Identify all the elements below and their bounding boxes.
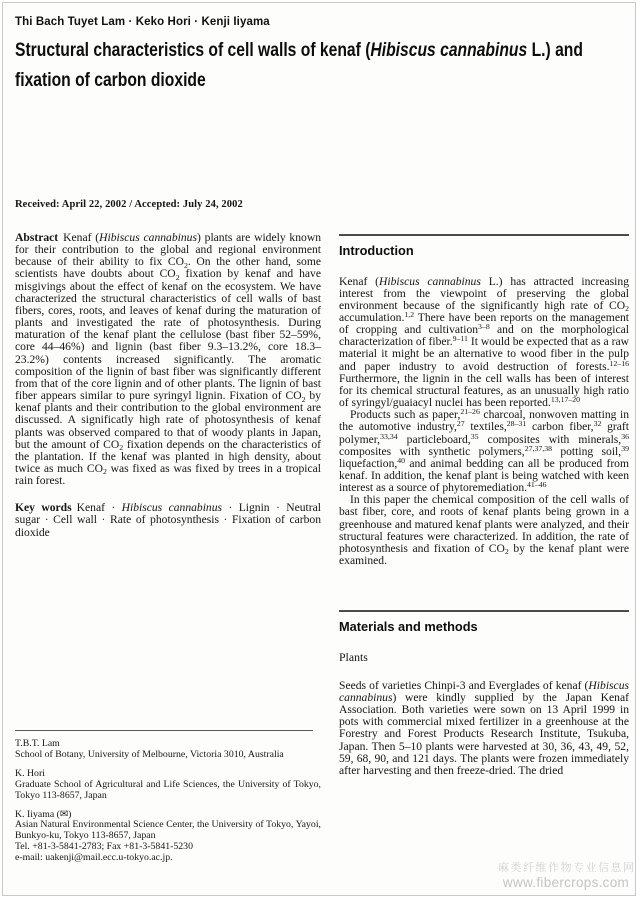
abstract-label: Abstract bbox=[15, 231, 59, 244]
intro-paragraph-3: In this paper the chemical composition of the cell walls of bast fiber, core, and roots of kenaf plants being grown in a greenhouse and matured kenaf plants were analyzed, and their structural features were characterized. In addition, the rate of photosynthesis and fixation of $CO_2$ by the kenaf plant were examined. bbox=[339, 493, 629, 568]
materials-section bbox=[339, 610, 629, 777]
subsection-plants: Plants bbox=[339, 649, 368, 664]
keywords-paragraph bbox=[15, 502, 321, 538]
footnote-entry-hori bbox=[15, 769, 321, 802]
plants-paragraph: Seeds of varieties Chinpi-3 and Everglades of kenaf (Hibiscus cannabinus) were kindly supplied by the Japan Kenaf Association. Both varieties were sown on 13 April 1999 in pots with commercial mixed fertilizer in a greenhouse at the Forestry and Forest Products Research Institute, Tsukuba, Japan. Then 5–10 plants were harvested at 30, 36, 43, 49, 52, 59, 68, 90, and 121 days. The plants were frozen immediately after harvesting and then freeze-dried. The dried bbox=[339, 678, 629, 777]
authors-line: Thi Bach Tuyet Lam · Keko Hori · Kenji Iiyama bbox=[15, 16, 270, 28]
section-heading-materials: Materials and methods bbox=[339, 618, 478, 634]
introduction-divider bbox=[339, 234, 629, 236]
footnote-tel-fax: Tel. +81-3-5841-2783; Fax +81-3-5841-5230 bbox=[15, 841, 193, 853]
abstract-text: Kenaf (Hibiscus cannabinus) plants are widely known for their contribution to the global and regional environment because of their ability to fix $CO_2$. On the other hand, some scientists have doubts about $CO_2$ fixation by kenaf and have misgivings about the effect of kenaf on the ecosystem. We have characterized the structural characteristics of cell walls of bast fibers, cores, roots, and leaves of kenaf during the maturation of plants and investigated the rate of photosynthesis. During maturation of the kenaf plant the cellulose (bast fiber 52–59%, core 44–46%) and lignin (bast fiber 9.3–13.2%, core 18.3–23.2%) contents increased significantly. The aromatic composition of the lignin of bast fiber was significantly different from that of the core lignin and of other plants. The lignin of bast fiber appears similar to pure syringyl lignin. Fixation of $CO_2$ by kenaf plants and their contribution to the global environment are discussed. A significatly high rate of photosynthesis of kenaf plants was observed compared to that of woody plants in Japan, but the amount of $CO_2$ fixation depends on the characteristics of the plantation. If the kenaf was planted in high density, about twice as much $CO_2$ was fixed as was fixed by trees in a tropical rain forest. bbox=[15, 231, 321, 488]
paper-title-text: Structural characteristics of cell walls of kenaf (Hibiscus cannabinus L.) and fixation of carbon dioxide bbox=[15, 40, 583, 91]
received-accepted-line: Received: April 22, 2002 / Accepted: July 24, 2002 bbox=[15, 199, 243, 210]
footnote-author-name: K. Iiyama (✉) bbox=[15, 808, 72, 820]
affiliations-block bbox=[15, 730, 321, 864]
paper-title bbox=[15, 36, 627, 96]
scanned-paper-page bbox=[2, 2, 636, 896]
watermark bbox=[498, 859, 634, 890]
footnote-affiliation: Asian Natural Environmental Science Center, the University of Tokyo, Yayoi, Bunkyo-ku, Tokyo 113-8657, Japan bbox=[15, 819, 321, 842]
intro-paragraph-2: Products such as paper,$^{21-26}$ charcoal, nonwoven matting in the automotive industry,$^{27}$ textiles,$^{28-31}$ carbon fiber,$^{32}$ graft polymer,$^{33,34}$ particleboard,$^{35}$ composites with minerals,$^{36}$ composites with synthetic polymers,$^{27,37,38}$ potting soil,$^{39}$ liquefaction,$^{40}$ and animal bedding can all be produced from kenaf. In addition, the kenaf plant is being watched with keen interest as a source of phytoremediation.$^{41-46}$ bbox=[339, 407, 630, 495]
materials-divider bbox=[339, 610, 629, 612]
footnote-email: e-mail: uakenji@mail.ecc.u-tokyo.ac.jp. bbox=[15, 852, 173, 864]
watermark-cjk-text: 麻类纤维作物专业信息网 bbox=[498, 862, 636, 874]
footnote-affiliation: School of Botany, University of Melbourne, Victoria 3010, Australia bbox=[15, 748, 284, 760]
keywords-text: Kenaf · Hibiscus cannabinus · Lignin · Neutral sugar · Cell wall · Rate of photosynthesis · Fixation of carbon dioxide bbox=[15, 501, 322, 539]
footnote-author-name: K. Hori bbox=[15, 767, 45, 779]
footnote-entry-lam bbox=[15, 739, 321, 761]
section-heading-introduction: Introduction bbox=[339, 242, 414, 258]
keywords-label: Key words bbox=[15, 501, 72, 515]
footnote-author-name: T.B.T. Lam bbox=[15, 738, 60, 749]
intro-paragraph-1: Kenaf (Hibiscus cannabinus L.) has attracted increasing interest from the viewpoint of preserving the global environment because of the significantly high rate of $CO_2$ accumulation.$^{1,2}$ There have been reports on the management of cropping and cultivation$^{3-8}$ and on the morphological characterization of fiber.$^{9-11}$ It would be expected that as a raw material it might be an alternative to wood fiber in the pulp and paper industry to avoid destruction of forests.$^{12-16}$ Furthermore, the lignin in the cell walls has been of interest for its chemical structural features, as an unusually high ratio of syringyl/guaiacyl nuclei has been reported.$^{13,17-20}$ bbox=[339, 274, 629, 410]
footnote-divider bbox=[15, 730, 313, 731]
footnote-entry-iiyama bbox=[15, 810, 321, 865]
left-column bbox=[15, 199, 321, 539]
watermark-url-text: www.fibercrops.com bbox=[502, 875, 630, 890]
abstract-paragraph bbox=[15, 232, 321, 487]
right-column bbox=[339, 234, 629, 777]
footnote-affiliation: Graduate School of Agricultural and Life Sciences, the University of Tokyo, Tokyo 113-8657, Japan bbox=[15, 778, 321, 801]
